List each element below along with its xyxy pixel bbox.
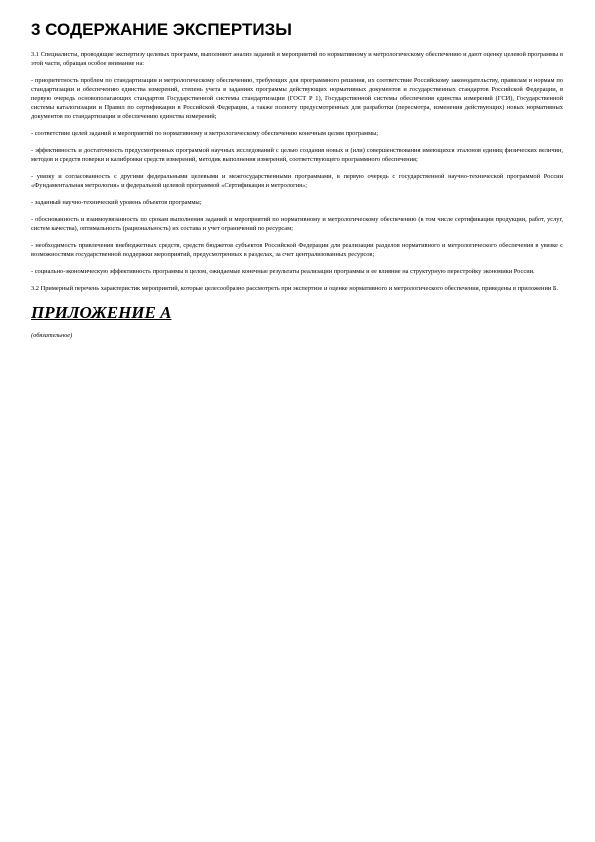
paragraph-goals: - соответствие целей заданий и мероприятий по нормативному и метрологическому обеспечению конечным целям программы; bbox=[31, 130, 379, 137]
section-title: 3 СОДЕРЖАНИЕ ЭКСПЕРТИЗЫ bbox=[31, 20, 292, 39]
appendix-note: (обязательное) bbox=[31, 332, 73, 339]
paragraph-3-2: 3.2 Примерный перечень характеристик мероприятий, которые целесообразно рассмотреть при экспертизе и оценке нормативного и метрологического обеспечения, приведены в приложении Б. bbox=[31, 285, 559, 292]
paragraph-funding: - необходимость привлечения внебюджетных средств, средств бюджетов субъектов Российской Федерации для реализации разделов нормативного и метрологического обеспечения в увязке с возможностями государственной поддержки мероприятий, предусмотренных в разделах, за счет централизованных ресурсов; bbox=[31, 242, 563, 258]
paragraph-research: - эффективность и достаточность предусмотренных программой научных исследований с целью создания новых и (или) совершенствования имеющихся эталонов единиц физических величин, методов и средств поверки и калибровки средств измерений, методик выполнения измерений, соответствующего программного обеспечения; bbox=[31, 147, 563, 163]
paragraph-3-1: 3.1 Специалисты, проводящие экспертизу целевых программ, выполняют анализ заданий и мероприятий по нормативному и метрологическому обеспечению и дают оценку целевой программы в этой части, обращая особое внимание на: bbox=[31, 51, 563, 67]
appendix-title: ПРИЛОЖЕНИЕ А bbox=[31, 303, 172, 322]
paragraph-level: - заданный научно-технический уровень объектов программы; bbox=[31, 199, 202, 206]
paragraph-efficiency: - социально-экономическую эффективность программы в целом, ожидаемые конечные результаты реализации программы и ее влияние на структурную перестройку экономики России. bbox=[31, 268, 535, 275]
document-content bbox=[31, 20, 563, 340]
paragraph-justification: - обоснованность и взаимоувязанность по срокам выполнения заданий и мероприятий по нормативному и метрологическому обеспечению (в том числе сертификации продукции, работ, услуг, систем качества), оптимальность (рациональность) их состава и учет ограничений по ресурсам; bbox=[31, 216, 563, 232]
paragraph-coordination: - увязку и согласованность с другими федеральными целевыми и межгосударственными программами, в первую очередь с государственной научно-технической программой России «Фундаментальная метрология» и федеральной целевой программой «Сертификация и метрология»; bbox=[31, 173, 563, 189]
paragraph-priorities: - приоритетность проблем по стандартизации и метрологическому обеспечению, требующих для программного решения, их соответствие Российскому законодательству, правилам и нормам по стандартизации и обеспечению единства измерений, степень учета в заданиях программы действующих нормативных документов и государственных стандартов Российской Федерации, в первую очередь основополагающих стандартов Государственной системы стандартизации (ГОСТ Р 1), Государственной системы обеспечения единства измерений (ГСИ), Государственной системы каталогизации и Правил по сертификации в Российской Федерации, а также полноту предусмотренных для разработки (пересмотра, изменения действующих) новых нормативных документов по стандартизации и обеспечению единства измерений; bbox=[31, 77, 563, 120]
